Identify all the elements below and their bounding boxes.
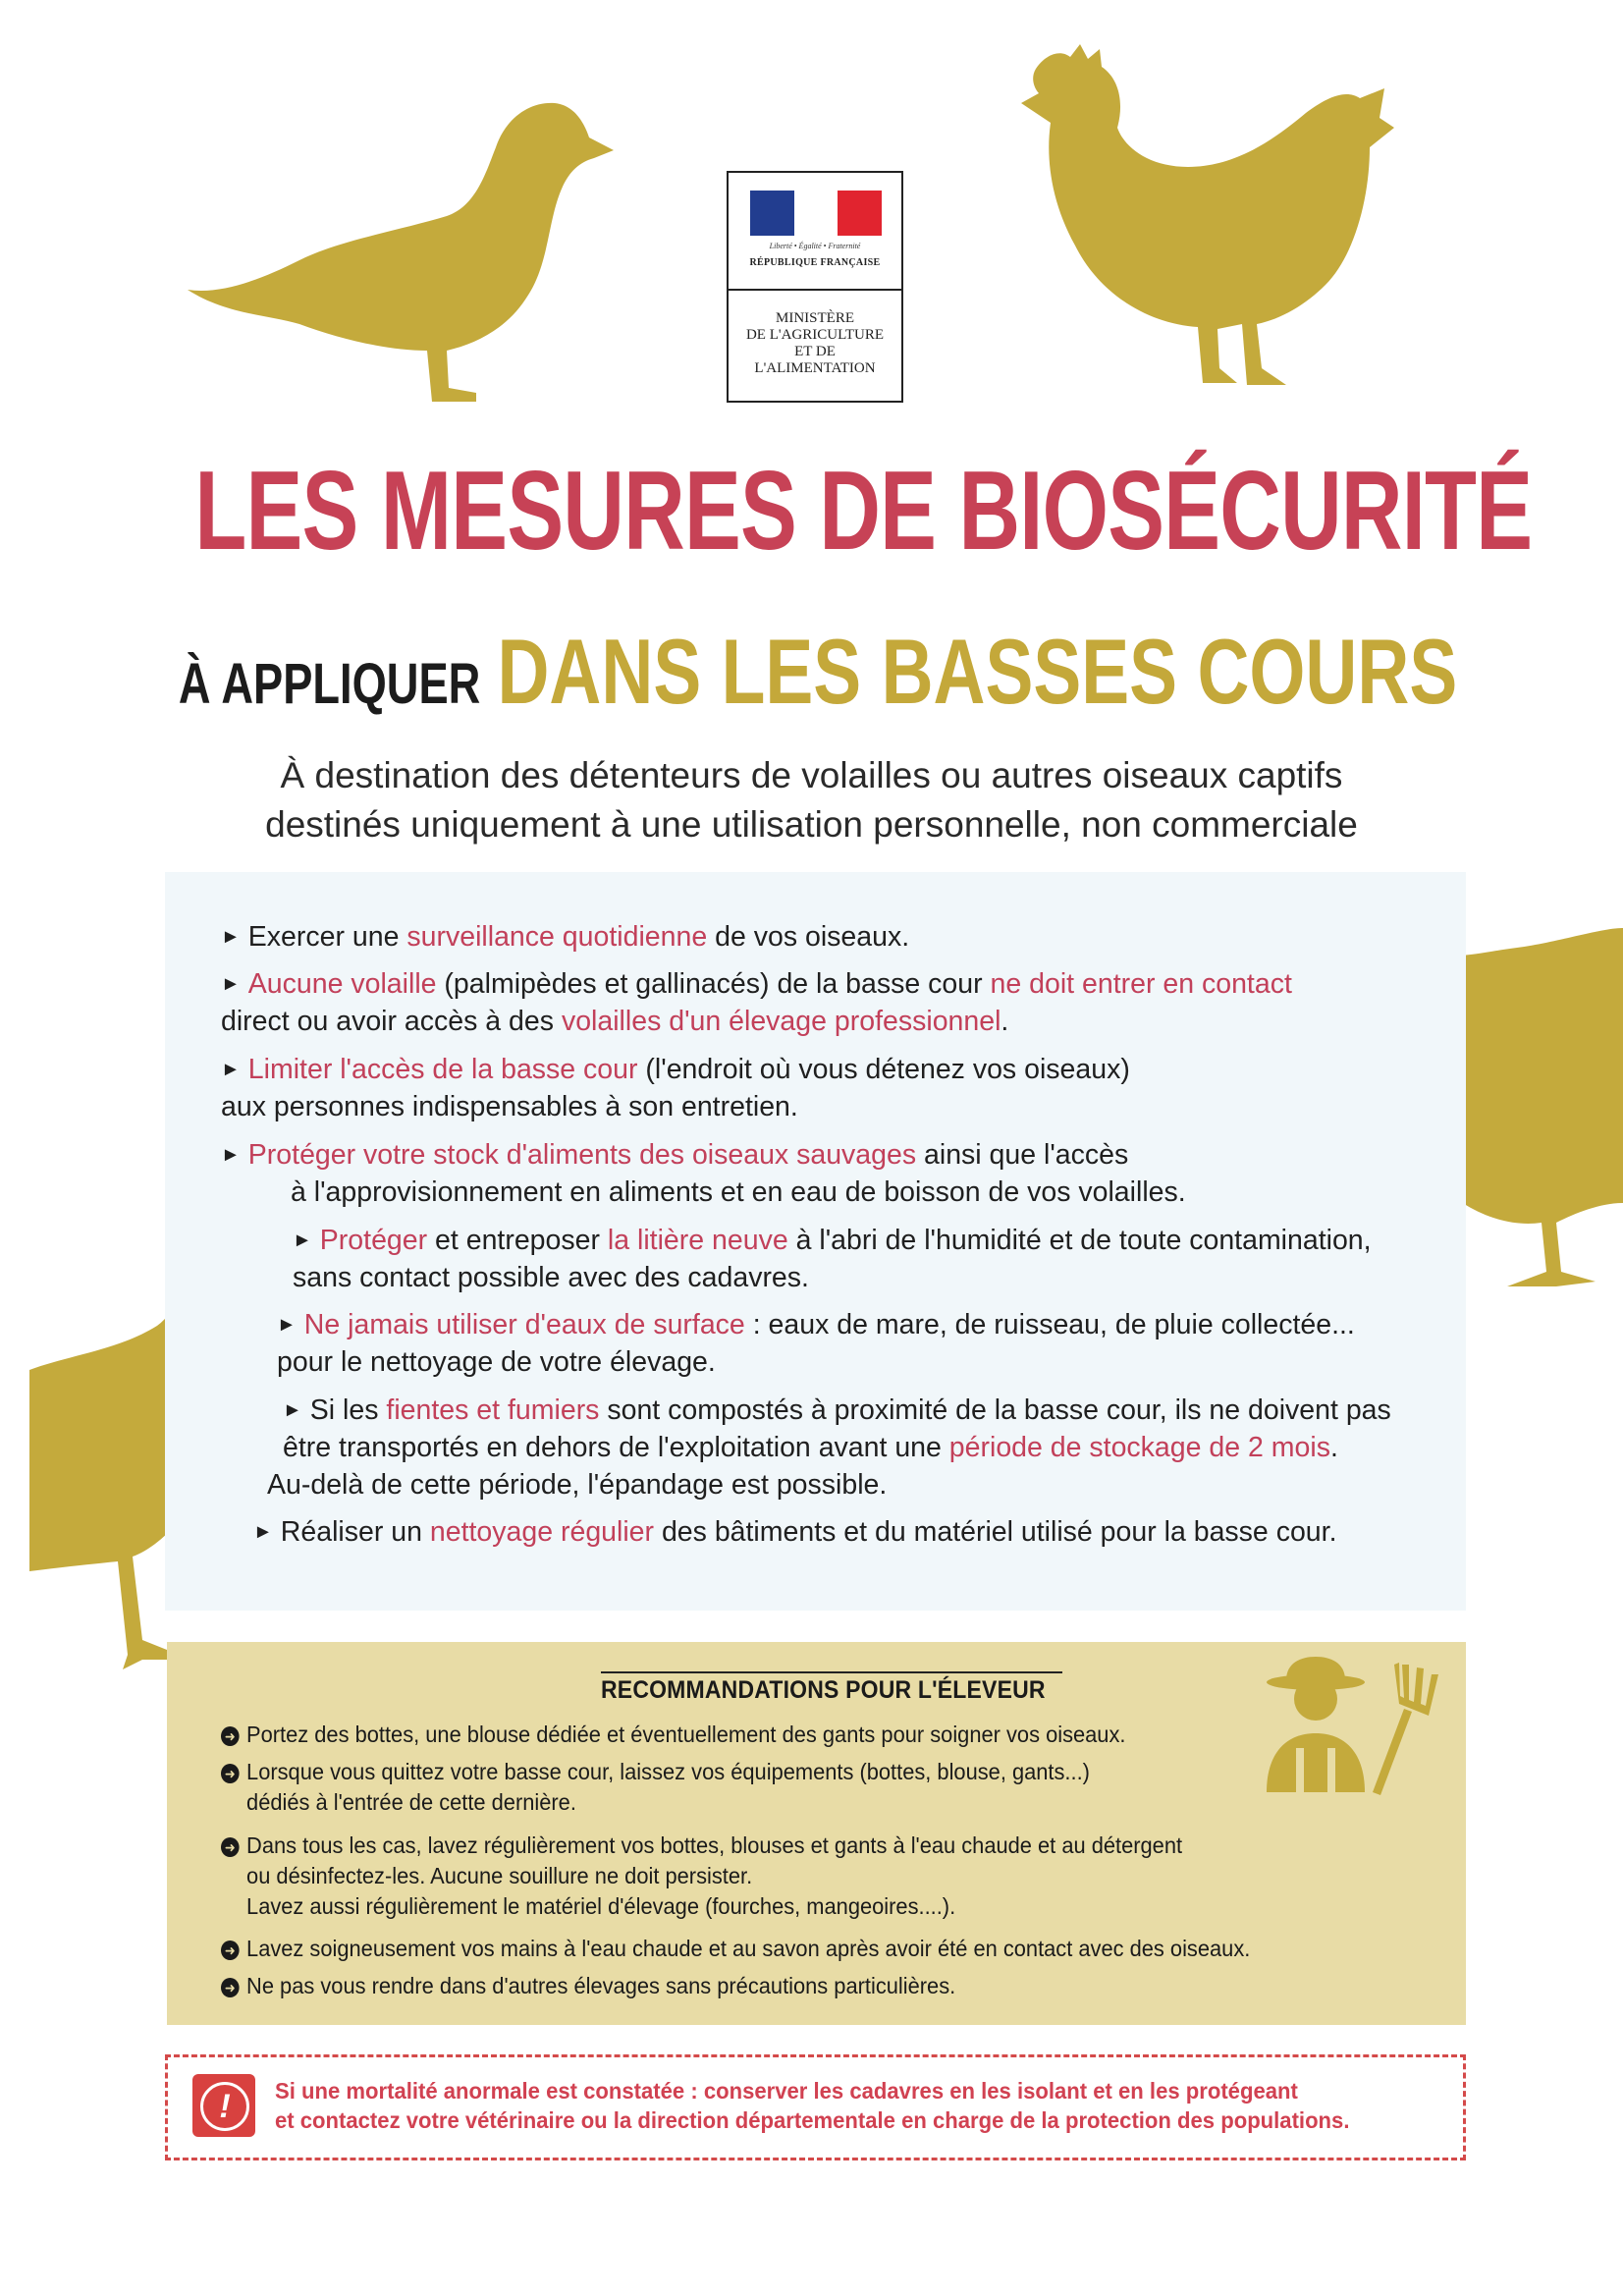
measure-highlight: ne doit entrer en contact	[990, 968, 1292, 1000]
measure-1-line-1	[221, 918, 909, 958]
arrow-circle-icon: ➜	[221, 1978, 240, 1997]
measure-7-line-3	[267, 1466, 887, 1503]
recommendation-text: Portez des bottes, une blouse dédiée et éventuellement des gants pour soigner vos oiseaux.	[246, 1722, 1126, 1747]
ministry-name: MINISTÈRE DE L'AGRICULTURE ET DE L'ALIMENTATION	[745, 310, 885, 376]
bullet-arrow-icon: ►	[221, 973, 241, 995]
measure-text: des bâtiments et du matériel utilisé pour la basse cour.	[654, 1516, 1337, 1548]
page-title: LES MESURES DE BIOSÉCURITÉ	[194, 449, 1533, 574]
measure-highlight: Limiter l'accès de la basse cour	[247, 1054, 638, 1085]
measure-8-line-1	[253, 1513, 1336, 1554]
measure-highlight: nettoyage régulier	[429, 1516, 655, 1548]
measure-highlight: période de stockage de 2 mois	[948, 1432, 1330, 1463]
bullet-arrow-icon: ►	[221, 926, 241, 948]
bullet-arrow-icon: ►	[221, 1144, 241, 1166]
measure-text: ainsi que l'accès	[916, 1139, 1129, 1171]
measure-6-line-1	[277, 1306, 1355, 1346]
bullet-arrow-icon: ►	[283, 1399, 302, 1421]
recommendation-text: dédiés à l'entrée de cette dernière.	[246, 1789, 576, 1815]
republic-name: RÉPUBLIQUE FRANÇAISE	[749, 257, 881, 268]
subtitle-part1: À APPLIQUER	[178, 652, 481, 716]
recommendation-5-line-1	[221, 1971, 955, 2001]
recommendations-rule	[601, 1671, 1062, 1673]
recommendation-text: Lavez soigneusement vos mains à l'eau chaude et au savon après avoir été en contact avec des oiseaux.	[246, 1936, 1251, 1961]
measure-2-line-1	[221, 965, 1292, 1006]
measure-highlight: volailles d'un élevage professionnel	[561, 1006, 1001, 1037]
republic-block	[729, 173, 901, 291]
recommendation-text: Ne pas vous rendre dans d'autres élevages sans précautions particulières.	[246, 1973, 956, 1998]
measure-4-line-2	[291, 1174, 1186, 1211]
recommendation-2-line-2	[221, 1787, 576, 1818]
measure-text: Exercer une	[247, 921, 407, 953]
measure-text: pour le nettoyage de votre élevage.	[277, 1346, 716, 1378]
measure-highlight: Protéger votre stock d'aliments des oiseaux sauvages	[247, 1139, 917, 1171]
measure-highlight: Protéger	[319, 1225, 428, 1256]
measure-highlight: Aucune volaille	[247, 968, 437, 1000]
bullet-arrow-icon: ►	[293, 1230, 312, 1251]
duck-silhouette-icon	[182, 93, 619, 408]
measure-text: Au-delà de cette période, l'épandage est possible.	[267, 1469, 888, 1501]
recommendation-text: Dans tous les cas, lavez régulièrement vos bottes, blouses et gants à l'eau chaude et au détergent	[246, 1832, 1183, 1858]
bullet-arrow-icon: ►	[221, 1059, 241, 1080]
recommendation-text: Lavez aussi régulièrement le matériel d'élevage (fourches, mangeoires....).	[246, 1893, 956, 1919]
measure-text: Réaliser un	[280, 1516, 430, 1548]
measure-text: à l'approvisionnement en aliments et en eau de boisson de vos volailles.	[291, 1176, 1186, 1208]
measure-5-line-1	[293, 1222, 1372, 1262]
republic-motto: Liberté • Égalité • Fraternité	[769, 242, 861, 250]
recommendation-text: ou désinfectez-les. Aucune souillure ne doit persister.	[246, 1863, 753, 1888]
arrow-circle-icon: ➜	[221, 1941, 240, 1960]
measure-3-line-1	[221, 1051, 1130, 1091]
recommendations-title: RECOMMANDATIONS POUR L'ÉLEVEUR	[601, 1676, 1046, 1704]
recommendation-3-line-3	[221, 1891, 955, 1922]
measure-text: aux personnes indispensables à son entretien.	[221, 1091, 798, 1122]
measure-text: .	[1329, 1432, 1338, 1463]
arrow-circle-icon: ➜	[221, 1837, 240, 1857]
measure-text: et entreposer	[427, 1225, 608, 1256]
bullet-arrow-icon: ►	[253, 1521, 273, 1543]
measure-7-line-1	[283, 1392, 1391, 1432]
measure-text: (palmipèdes et gallinacés) de la basse cour	[436, 968, 991, 1000]
page-subtitle	[178, 619, 1458, 725]
recommendation-1-line-1	[221, 1720, 1125, 1750]
farmer-icon	[1257, 1655, 1443, 1797]
bullet-arrow-icon: ►	[277, 1314, 297, 1336]
measure-text: à l'abri de l'humidité et de toute contamination,	[787, 1225, 1372, 1256]
subtitle-part2: DANS LES BASSES COURS	[497, 620, 1458, 723]
measure-4-line-1	[221, 1136, 1128, 1176]
measure-text: sans contact possible avec des cadavres.	[293, 1262, 809, 1293]
measure-text: (l'endroit où vous détenez vos oiseaux)	[637, 1054, 1130, 1085]
warning-icon: !	[192, 2074, 255, 2137]
alert-line-2: et contactez votre vétérinaire ou la direction départementale en charge de la protection des populations.	[275, 2107, 1350, 2133]
measure-text: être transportés en dehors de l'exploitation avant une	[283, 1432, 949, 1463]
arrow-circle-icon: ➜	[221, 1726, 240, 1746]
recommendation-3-line-2	[221, 1861, 752, 1891]
recommendation-3-line-1	[221, 1831, 1182, 1861]
measure-highlight: la litière neuve	[607, 1225, 788, 1256]
measure-highlight: surveillance quotidienne	[406, 921, 708, 953]
measure-2-line-2	[221, 1003, 1008, 1040]
recommendation-2-line-1	[221, 1757, 1090, 1787]
measure-text: .	[1001, 1006, 1009, 1037]
measure-5-line-2	[293, 1259, 809, 1296]
measure-6-line-2	[277, 1343, 716, 1381]
measure-text: Si les	[309, 1394, 387, 1426]
measure-text: sont compostés à proximité de la basse cour, ils ne doivent pas	[599, 1394, 1391, 1426]
intro-text: À destination des détenteurs de volailles ou autres oiseaux captifs destinés uniquement à une utilisation personnelle, non commerciale	[265, 755, 1358, 845]
measure-text: : eaux de mare, de ruisseau, de pluie collectée...	[744, 1309, 1355, 1340]
measure-7-line-2	[283, 1429, 1338, 1466]
marianne-flag-icon	[750, 191, 882, 236]
measure-highlight: Ne jamais utiliser d'eaux de surface	[303, 1309, 745, 1340]
measure-3-line-2	[221, 1088, 798, 1125]
measure-text: direct ou avoir accès à des	[221, 1006, 562, 1037]
arrow-circle-icon: ➜	[221, 1764, 240, 1783]
hen-silhouette-icon	[992, 29, 1399, 412]
alert-line-1: Si une mortalité anormale est constatée : conserver les cadavres en les isolant et en les protégeant	[275, 2078, 1298, 2104]
recommendation-4-line-1	[221, 1934, 1250, 1964]
measure-text: de vos oiseaux.	[707, 921, 910, 953]
ministry-logo	[727, 171, 903, 403]
recommendation-text: Lorsque vous quittez votre basse cour, laissez vos équipements (bottes, blouse, gants...)	[246, 1759, 1090, 1784]
measure-highlight: fientes et fumiers	[386, 1394, 600, 1426]
